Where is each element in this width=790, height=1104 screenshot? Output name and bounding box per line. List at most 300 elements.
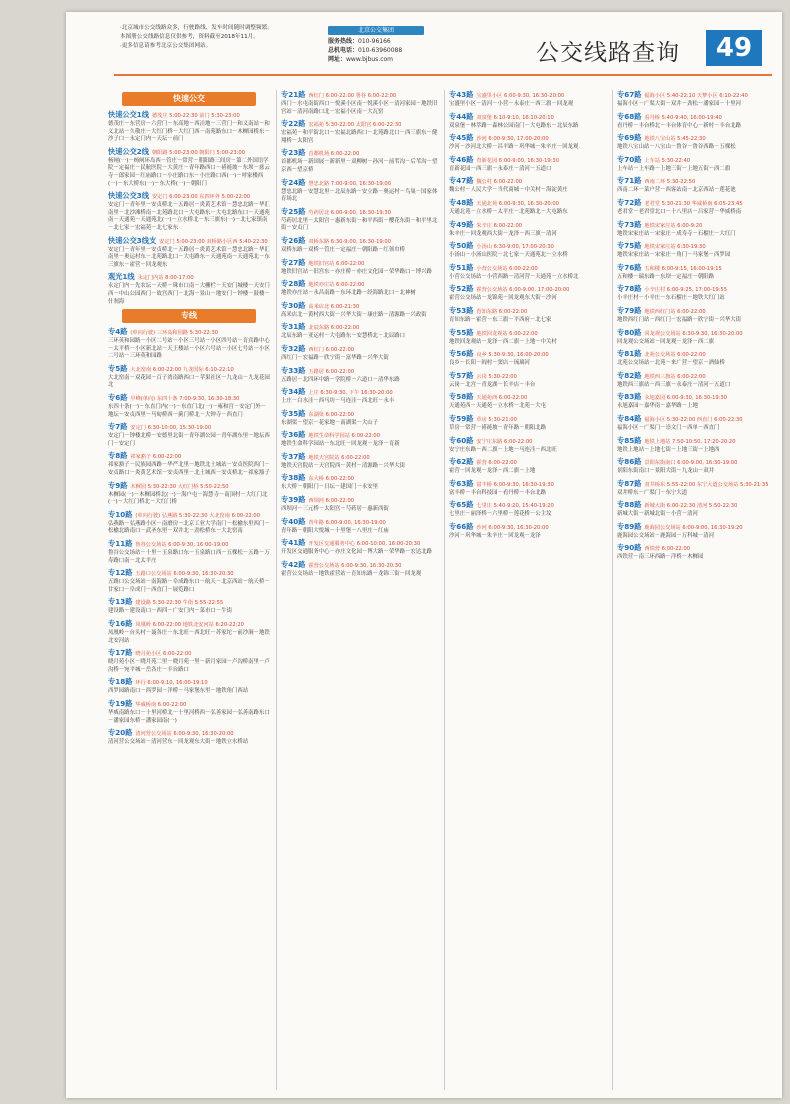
route-entry <box>281 409 438 428</box>
switch-label: 总机电话： <box>328 47 359 54</box>
route-name: 专17路 <box>108 648 133 658</box>
route-schedule: 霍营公交场站 6:00-9:00, 17:00-20:00 <box>476 287 570 294</box>
route-schedule: 上庄 6:30-9:30, 下午 16:30-20:00 <box>308 390 393 397</box>
route-name: 观光1线 <box>108 272 135 282</box>
route-entry <box>281 90 438 116</box>
route-entry <box>449 90 606 109</box>
route-stops: 小营公交场站－小营西路－清河营－天通苑－立水桥北 <box>449 273 579 280</box>
route-header <box>108 677 270 688</box>
route-header <box>617 241 774 252</box>
route-header <box>281 452 438 463</box>
route-name: 专76路 <box>617 262 642 272</box>
route-stops: 育新花园－西三旗－永泰庄－清河－五道口 <box>449 165 552 172</box>
route-stops: 福海小区－广渠大街－双井－劲松－潘家园－十里河 <box>617 101 741 107</box>
route-name: 专68路 <box>617 111 642 121</box>
route-entry <box>617 263 774 282</box>
route-name: 专86路 <box>617 457 642 467</box>
route-header <box>449 349 606 360</box>
route-header <box>281 236 438 247</box>
route-schedule: 东湖渠 6:00-22:00 <box>308 411 355 418</box>
route-entry <box>449 436 606 455</box>
route-schedule: 东大桥 6:00-22:00 <box>308 476 355 483</box>
route-stops: 木樨园(一)－木樨园桥北(一)－海户屯－海慧寺－南顶村－大红门北(一)－大红门桥北－大红门桥 <box>108 491 268 506</box>
route-name: 专79路 <box>617 305 642 315</box>
route-entry <box>617 133 774 152</box>
route-name: 专56路 <box>449 349 474 359</box>
route-schedule: 地铁上地站 7:50-10:50, 17:20-20:20 <box>644 438 736 445</box>
route-schedule: 北苑公交场站 6:00-22:00 <box>644 352 706 359</box>
route-name: 专32路 <box>281 343 306 353</box>
route-schedule: 老君堂 5:30-21:30 华威桥南 6:05-23:45 <box>644 200 743 207</box>
route-stops: 小汤山－小汤山医院－北七家－天通苑北－立水桥 <box>449 252 568 259</box>
route-stops: 地铁回龙观站－龙泽－西二旗－上地－中关村 <box>449 338 557 345</box>
route-schedule: 上车站 5:30-22:40 <box>644 157 691 164</box>
route-stops: 霍营－回龙观－龙泽－西二旗－上地 <box>449 468 536 475</box>
route-entry <box>281 473 438 492</box>
route-entry <box>281 560 438 579</box>
route-stops: 安定门－青年里－安贞桥北－五路居－炎黄艺术馆－慧忠北路－华汇南里－奥运村东－北苑路北口－大屯路东－天通苑南－天通苑北－东三旗东－霍营－回龙观东 <box>108 246 270 268</box>
route-stops: 霍营公交场站－龙锦苑－回龙观东大街－沙河 <box>449 295 557 302</box>
route-entry <box>617 112 774 131</box>
route-header <box>617 414 774 425</box>
route-stops: 永旭嘉园－嘉华南－嘉华路－上地 <box>617 403 698 410</box>
route-entry <box>449 220 606 239</box>
route-entry <box>617 543 774 562</box>
route-name: 专78路 <box>617 284 642 294</box>
route-entry <box>281 344 438 363</box>
route-name: 快速公交1线 <box>108 110 149 119</box>
route-schedule: 回龙观公交场站 6:30-9:30, 16:30-20:00 <box>644 330 743 337</box>
route-entry <box>108 110 270 144</box>
route-entry <box>449 457 606 476</box>
route-stops: 鹿海园公交场站－鹿海园－万科城－清河 <box>617 532 715 539</box>
route-name: 专53路 <box>449 305 474 315</box>
route-stops: 西红门－宏福路－欣宁街－富华路－兴华大街 <box>281 354 389 361</box>
route-name: 专65路 <box>449 500 474 510</box>
route-name: 专67路 <box>617 90 642 99</box>
route-header <box>108 619 270 630</box>
web-line <box>328 55 424 64</box>
route-header <box>108 393 270 404</box>
column-2 <box>276 90 438 1090</box>
route-schedule: 富丰桥 6:00-9:30, 16:30-19:30 <box>476 481 554 488</box>
route-name: 专34路 <box>281 387 306 397</box>
route-header <box>281 366 438 377</box>
route-schedule: 建设路 5:30-22:30 牛街 5:55-22:55 <box>135 600 224 607</box>
route-entry <box>108 451 270 477</box>
route-schedule: 木樨园 5:30-22:30 大红门桥 5:50-22:50 <box>130 483 229 490</box>
route-header <box>108 539 270 550</box>
route-header <box>108 451 270 462</box>
route-header <box>281 409 438 420</box>
route-schedule: 沙河 6:00-9:30, 17:00-20:00 <box>476 136 549 143</box>
route-stops: 双桥东路－双桥－管庄－定福庄－朝阳路－红领巾桥 <box>281 246 405 253</box>
route-entry <box>281 322 438 341</box>
route-name: 专52路 <box>449 284 474 294</box>
route-entry <box>449 392 606 411</box>
route-schedule: 地铁西三旗站 6:00-22:00 <box>644 373 706 380</box>
route-name: 专21路 <box>281 90 306 99</box>
route-header <box>108 728 270 739</box>
route-schedule: 小辛庄村 6:00-9:25, 17:00-19:55 <box>644 287 728 294</box>
contact-box <box>328 26 424 64</box>
route-schedule: 凤凰岭 6:00-22:00 地铁北安河站 6:20-22:20 <box>135 621 244 628</box>
route-name: 专45路 <box>449 133 474 143</box>
web-value: www.bjbus.com <box>346 56 394 63</box>
switch-value: 010-63960088 <box>358 47 403 54</box>
route-entry <box>108 364 270 390</box>
page-number: 49 <box>706 30 762 66</box>
route-header <box>281 207 438 218</box>
route-stops: 地铁西红门站－西红门－宏福路－欣宁街－兴华大街 <box>617 316 741 323</box>
route-entry <box>108 272 270 306</box>
route-schedule: 北辰东路 6:00-22:00 <box>308 325 360 332</box>
route-stops: 地铁上地站－上地七街－上地三街－上地西 <box>617 446 720 453</box>
route-schedule: 地铁生命科学园站 6:00-22:00 <box>308 433 381 440</box>
route-name: 专72路 <box>617 197 642 207</box>
route-stops: 五路口公交场站－南海路－阜成路东口－航天－北京西站－航天桥－甘家口－阜成门－西直门－展览路口 <box>108 579 270 593</box>
route-stops: 宏福苑－和平街北口－宏福北路西口－北苑路北口－西三旗东－健翔桥－太阳宫 <box>281 130 438 144</box>
route-header <box>449 522 606 533</box>
route-stops: 五和楼－瑞东路－东坝－定福庄－朝阳路 <box>617 273 715 280</box>
route-schedule: 良乡 5:30-9:30, 16:00-20:00 <box>476 352 549 359</box>
route-name: 专19路 <box>108 698 133 708</box>
route-header <box>617 328 774 339</box>
route-entry <box>449 328 606 347</box>
route-entry <box>449 371 606 390</box>
route-name: 专11路 <box>108 539 133 548</box>
route-header <box>108 648 270 659</box>
route-stops: 双泉堡－林萃路－森林公园南门－大屯路东－北辰东路 <box>449 122 579 129</box>
route-header <box>281 560 438 571</box>
route-entry <box>449 349 606 368</box>
route-stops: 良乡－长阳－阎村－窦店－琉璃河 <box>449 360 530 367</box>
route-stops: 东湖渠－望京－花家地－南湖渠－大山子 <box>281 419 379 426</box>
route-header <box>449 112 606 123</box>
header-rule <box>114 74 772 76</box>
route-entry <box>449 522 606 541</box>
route-name: 专27路 <box>281 257 306 267</box>
route-stops: 地铁天宫院站－天宫院西－黄村－清源路－兴华大街 <box>281 462 405 469</box>
route-entry <box>108 236 270 270</box>
route-stops: 安定门－钟楼北桥－安德里北街－青年湖公园－青年湖东里－地坛西门－安定门 <box>108 433 270 447</box>
route-schedule: 朱辛庄 6:00-22:00 <box>476 222 523 229</box>
route-stops: 天通苑西－天通苑－立水桥－北苑－大屯 <box>449 403 547 410</box>
route-stops: 七里庄－丽泽桥－六里桥－莲花桥－公主坟 <box>449 511 552 518</box>
route-stops: 晓月苑小区－晓月苑二里－晓月苑一里－新月家园－卢沟桥南里－卢沟桥－宛平城－岳各庄－丰台路口 <box>108 659 270 673</box>
route-name: 专39路 <box>281 495 306 505</box>
route-header <box>108 236 270 247</box>
route-header <box>281 430 438 441</box>
service-line <box>328 37 424 46</box>
route-stops: 地铁西三旗站－西三旗－永泰庄－清河－五道口 <box>617 381 731 388</box>
route-header <box>108 422 270 433</box>
route-schedule: 清河营公交场站 6:00-9:30, 16:30-20:00 <box>135 731 234 738</box>
route-entry <box>449 414 606 433</box>
route-header <box>617 543 774 554</box>
route-stops: 东四十条(一)－东直门内(一)－东直门北(一)－雍和宫－安定门外－地坛－安贞西里－马甸桥西－蓟门桥北－大钟寺－西直门 <box>108 404 267 418</box>
route-schedule: 双桥东路 6:30-9:00, 16:30-19:00 <box>308 238 392 245</box>
route-schedule: 西铁营 6:00-22:00 <box>644 546 691 553</box>
contact-title: 北京公交集团 <box>328 26 424 35</box>
route-header <box>617 349 774 360</box>
route-name: 专41路 <box>281 538 306 548</box>
route-schedule: 安定门 6:30-10:00, 15:30-19:00 <box>130 425 212 432</box>
route-schedule: 五和楼 6:00-9:15, 16:00-19:15 <box>644 265 722 272</box>
route-entry <box>617 198 774 217</box>
route-name: 专8路 <box>108 451 128 461</box>
route-schedule: 西红门 6:00-22:00 鲁谷 6:00-22:00 <box>308 93 397 99</box>
route-header <box>617 479 774 490</box>
route-name: 专87路 <box>617 478 642 488</box>
route-schedule: 霍营公交场站 6:00-9:30, 16:30-20:30 <box>308 562 402 569</box>
route-stops: 上庄－白水洼－西马坊－马连洼－西北旺－永丰 <box>281 398 395 405</box>
route-schedule: 天通苑西 6:00-22:00 <box>476 395 528 402</box>
route-schedule: 霍营 6:00-22:00 <box>476 460 517 467</box>
route-entry <box>449 112 606 131</box>
route-stops: 五路居－北四环中路－学院桥－六道口－清华东路 <box>281 376 400 383</box>
route-entry <box>281 279 438 298</box>
route-name: 专46路 <box>449 154 474 164</box>
route-header <box>617 392 774 403</box>
route-header <box>617 220 774 231</box>
route-schedule: 安定门 6:00-23:00 东四环外 5:00-22:00 <box>151 194 251 201</box>
service-label: 服务热线： <box>328 38 359 45</box>
route-header <box>449 306 606 317</box>
route-header <box>449 457 606 468</box>
route-stops: 德茂庄－东营房－六营门－东高地－西洼地－三营门－和义南站－和义北站－久敬庄－大红门桥－大红门西－南苑路东口－木樨园桥东－沙子口－永定门内－天坛－前门 <box>108 121 270 143</box>
note-line: ·北京城市公交线路众多，行驶路线、发车时间随时调整频繁。 <box>120 25 273 31</box>
column-3 <box>444 90 606 1090</box>
route-stops: 华威南路东口－十里河桥北－十里河桥西－弘善家园－弘善南路东口－潘家园东桥－潘家园南(一) <box>108 709 270 724</box>
route-header <box>281 517 438 528</box>
route-stops: 安宁庄东路－西二旗－上地－马连洼－西北旺 <box>449 446 557 453</box>
route-header <box>617 522 774 533</box>
route-schedule: 福海小区 5:30-22:00 西直门 6:00-22:30 <box>644 416 743 423</box>
route-name: 专6路 <box>108 393 128 403</box>
route-name: 专49路 <box>449 219 474 229</box>
route-schedule: 宝盛里小区 6:00-9:30, 16:30-20:00 <box>476 93 565 99</box>
route-header <box>449 155 606 166</box>
route-name: 专83路 <box>617 392 642 402</box>
route-header <box>449 436 606 447</box>
route-name: 专31路 <box>281 322 306 332</box>
route-name: 专58路 <box>449 392 474 402</box>
route-name: 专40路 <box>281 516 306 526</box>
route-stops: 地铁亦庄站－永昌南路－东环北路－经海路北口－北神树 <box>281 290 416 297</box>
route-header <box>617 198 774 209</box>
route-entry <box>449 306 606 325</box>
route-header <box>617 90 774 101</box>
column-4 <box>612 90 774 1090</box>
route-name: 专13路 <box>108 597 133 607</box>
route-name: 专22路 <box>281 119 306 129</box>
route-schedule: 西南二环 5:30-22:50 <box>644 179 696 186</box>
route-stops: 富丰桥－丰台科技园－看丹桥－丰台北路 <box>449 489 547 496</box>
route-schedule: 育知东路 6:00-22:00 <box>476 308 528 315</box>
route-name: 专5路 <box>108 363 128 373</box>
route-stops: 青年路－朝阳大悦城－十里堡－八里庄－红庙 <box>281 527 389 534</box>
route-header <box>281 90 438 101</box>
route-name: 专88路 <box>617 500 642 510</box>
route-stops: 小辛庄村－小辛庄－东石榴庄－地铁大红门站 <box>617 295 725 302</box>
route-schedule: 五路口公交场站 6:00-9:30, 16:30-20:30 <box>135 571 234 578</box>
route-header <box>281 538 438 549</box>
route-stops: 鲁谷公交场站－十里－玉泉路口东－玉泉路口西－五棵松－五路－万寿路口南－北太平庄 <box>108 550 270 564</box>
route-stops: 凤凰岭－台头村－聂各庄－东北旺－西北旺－苏家坨－前沙涧－地铁北安河站 <box>108 629 270 644</box>
route-schedule: 永定门内站 8:00-17:00 <box>137 275 194 282</box>
route-header <box>108 597 270 608</box>
route-entry <box>108 422 270 448</box>
route-stops: 慧忠北路－安慧北里－北辰东路－安立路－奥运村－鸟巢－国家体育场北 <box>281 188 438 203</box>
route-name: 专50路 <box>449 241 474 251</box>
route-entry <box>108 619 270 645</box>
page-header <box>66 12 782 86</box>
route-name: 专59路 <box>449 413 474 423</box>
route-header <box>617 284 774 295</box>
route-name: 专33路 <box>281 365 306 375</box>
route-entry <box>281 258 438 277</box>
route-entry <box>449 133 606 152</box>
route-stops: 清河营公交场站－清河营东－回龙观东大街－地铁立水桥站 <box>108 739 249 746</box>
route-name: 快速公交3线 <box>108 191 149 201</box>
route-header <box>617 371 774 382</box>
route-entry <box>281 366 438 385</box>
route-stops: 草房－常营－褡裢坡－青年路－朝阳北路 <box>449 424 547 431</box>
route-entry <box>617 220 774 239</box>
route-stops: 沙河－沙河北大桥－昌平路－巩华城－朱辛庄－回龙观 <box>449 144 579 151</box>
route-schedule: 小营公交场站 6:00-22:00 <box>476 265 538 272</box>
route-header <box>449 90 606 101</box>
route-stops: 景阳东街南口－景阳大街－九龙山－双井 <box>617 468 715 475</box>
route-name: 专48路 <box>449 197 474 207</box>
route-header <box>281 178 438 189</box>
header-notes <box>120 24 360 51</box>
route-header <box>108 699 270 710</box>
route-stops: 地铁八宝山站－八宝山－鲁谷－鲁谷西路－五棵松 <box>617 144 736 151</box>
route-entry <box>617 522 774 541</box>
route-header <box>281 119 438 130</box>
route-entry <box>108 728 270 747</box>
route-name: 专55路 <box>449 327 474 337</box>
route-name: 专7路 <box>108 422 128 432</box>
route-stops: 西坝河－三元桥－太阳宫－芍药居－惠新西街 <box>281 506 389 513</box>
route-entry <box>281 119 438 145</box>
route-entry <box>449 176 606 195</box>
route-entry <box>617 414 774 433</box>
web-label: 网址： <box>328 56 347 63</box>
route-schedule: 西坝河 6:00-22:00 <box>308 498 355 505</box>
route-header <box>281 387 438 398</box>
route-entry <box>617 176 774 195</box>
route-name: 专23路 <box>281 148 306 158</box>
route-stops: 首都机场－新国展－新新里－双柳树－孙河－前苇沟－后苇沟－望京西－望京桥 <box>281 159 438 173</box>
route-header <box>617 457 774 468</box>
route-header <box>281 495 438 506</box>
route-entry <box>617 155 774 174</box>
route-entry <box>617 479 774 498</box>
route-header <box>108 568 270 579</box>
route-stops: 安定门－青年里－安贞桥北－五路居－炎黄艺术馆－慧忠北路－华汇南里－北沙滩桥南－北苑路北口－大屯路东－大屯北路东口－天通苑南－天通苑－天通苑北(一)－立水桥北－东三旗东(一)－北七家镇南－北七家－宏福苑－北七家东 <box>108 202 270 231</box>
route-schedule: 永旭嘉园 6:00-9:30, 16:30-19:30 <box>644 395 728 402</box>
route-schedule: 地铁宋家庄站 6:30-19:30 <box>644 244 706 251</box>
route-schedule: 五路居 6:00-22:00 <box>308 368 355 375</box>
route-name: 快速公交3线支 <box>108 235 157 245</box>
switch-line <box>328 46 424 55</box>
route-header <box>617 133 774 144</box>
section-heading: 快速公交 <box>122 92 256 106</box>
route-entry <box>281 517 438 536</box>
route-header <box>108 510 270 521</box>
route-schedule: 环行 6:00-9:10, 16:00-19:10 <box>135 680 208 687</box>
route-header <box>617 263 774 274</box>
section-heading: 专线 <box>122 309 256 323</box>
route-schedule: 看丹桥 5:40-9:40, 16:00-19:40 <box>644 114 722 121</box>
route-entry <box>281 301 438 320</box>
route-entry <box>617 457 774 476</box>
route-stops: 高米店北－黄村西大街－兴华大街－康庄路－清源路－兴政街 <box>281 311 427 318</box>
route-entry <box>281 430 438 449</box>
route-name: 专26路 <box>281 235 306 245</box>
route-header <box>281 473 438 484</box>
route-entry <box>108 597 270 616</box>
route-entry <box>281 178 438 204</box>
column-1 <box>108 90 270 1090</box>
route-header <box>108 147 270 158</box>
route-header <box>281 258 438 269</box>
route-stops: 西门－水屯南街西口－悦溪小区南－悦溪小区－清河家园－地铁旧宫站－清河南路口北－宏福小区南－大瓦窑 <box>281 101 438 115</box>
route-entry <box>617 436 774 455</box>
route-header <box>108 272 270 283</box>
route-schedule: 西红门 6:00-22:00 <box>308 346 355 353</box>
route-entry <box>449 500 606 519</box>
route-stops: 开发区交通服务中心－亦庄文化园－博大路－荣华路－宏达北路 <box>281 549 432 556</box>
route-name: 专47路 <box>449 176 474 186</box>
route-name: 专84路 <box>617 413 642 423</box>
route-entry <box>617 328 774 347</box>
route-name: 快速公交2线 <box>108 146 149 156</box>
route-stops: 北苑公交场站－北苑－来广营－望京－酒仙桥 <box>617 360 725 367</box>
route-schedule: 地铁亦庄站 6:00-22:00 <box>308 282 365 289</box>
route-name: 专16路 <box>108 618 133 628</box>
route-schedule: 大北窑南 6:00-22:00 九龙国际 6:10-22:10 <box>130 366 234 373</box>
route-header <box>617 155 774 166</box>
route-schedule: 祁家豁子 6:00-22:00 <box>130 454 182 461</box>
route-name: 专24路 <box>281 177 306 187</box>
route-schedule: (单向行驶) 弘燕路 5:30-22:30 大北窑南 6:00-22:00 <box>135 512 261 519</box>
route-header <box>449 284 606 295</box>
route-schedule: 育新花园 6:00-9:00, 16:30-19:30 <box>476 157 560 164</box>
route-entry <box>108 648 270 674</box>
route-name: 专38路 <box>281 473 306 483</box>
route-header <box>449 220 606 231</box>
route-name: 专63路 <box>449 478 474 488</box>
route-header <box>108 110 270 121</box>
route-stops: 老君堂－老君堂北口－十八里店－吕家营－华威桥南 <box>617 208 741 215</box>
route-schedule: 慧忠北路 7:00-9:00, 16:30-19:00 <box>308 180 392 187</box>
route-schedule: 华威桥南 6:00-22:00 <box>135 701 187 708</box>
route-entry <box>281 148 438 174</box>
route-schedule: 晓月苑小区 6:00-22:00 <box>135 651 192 658</box>
route-stops: 芍药居北里－太阳宫－惠新东街－和平西街－樱花东街－和平里北街－安贞门 <box>281 217 438 232</box>
route-schedule: 早峰(单向) 东四十条 7:00-9:30, 16:30-18:30 <box>130 396 240 403</box>
route-schedule: 宏福苑 5:30-22:00 太阳宫 6:00-22:30 <box>308 122 402 129</box>
route-schedule: 青年路 6:00-9:00, 16:30-19:00 <box>308 519 386 526</box>
route-schedule: 小汤山 6:30-9:00, 17:00-20:30 <box>476 244 554 251</box>
route-schedule: 双泉堡 6:10-9:10, 16:10-20:10 <box>476 114 554 121</box>
route-entry <box>281 538 438 557</box>
route-stops: 看丹桥－丰台桥北－丰台体育中心－新村－丰台北路 <box>617 122 741 129</box>
